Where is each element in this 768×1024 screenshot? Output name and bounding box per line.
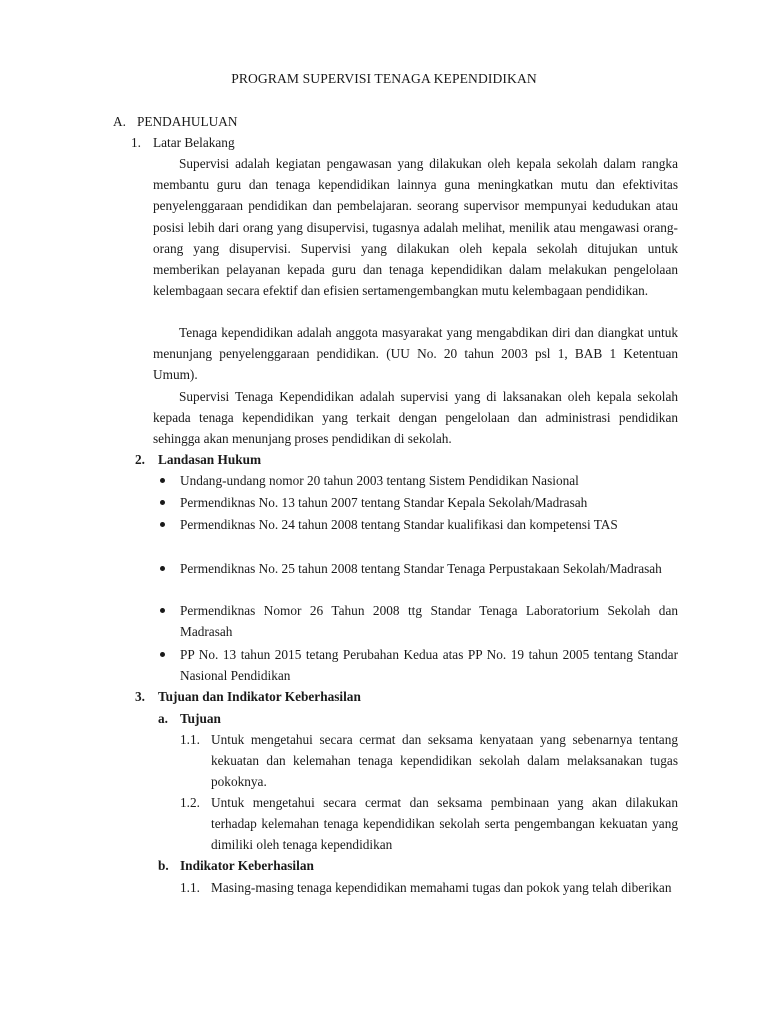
bullet-dot <box>160 566 165 571</box>
bullet-dot <box>160 522 165 527</box>
sub3-marker: 3. <box>135 689 145 704</box>
part-b-marker: b. <box>158 858 169 873</box>
section-a-marker: A. <box>113 114 126 129</box>
item-number: 1.2. <box>180 795 200 810</box>
item-number: 1.1. <box>180 732 200 747</box>
paragraph-latar-belakang-3: Supervisi Tenaga Kependidikan adalah supervisi yang di laksanakan oleh kepala sekolah kepada tenaga kependidikan yang terkait dengan pengelolaan dan administrasi pendidikan sehingga akan menunjang proses pendidikan di sekolah. <box>153 389 678 447</box>
bullet-dot <box>160 652 165 657</box>
document-title: PROGRAM SUPERVISI TENAGA KEPENDIDIKAN <box>231 71 537 86</box>
bullet-dot <box>160 500 165 505</box>
legal-basis-item: Permendiknas No. 25 tahun 2008 tentang Standar Tenaga Perpustakaan Sekolah/Madrasah <box>180 561 662 576</box>
legal-basis-item: Permendiknas Nomor 26 Tahun 2008 ttg Standar Tenaga Laboratorium Sekolah dan Madrasah <box>180 603 678 640</box>
legal-basis-item: PP No. 13 tahun 2015 tetang Perubahan Kedua atas PP No. 19 tahun 2005 tentang Standar Nasional Pendidikan <box>180 647 678 684</box>
legal-basis-item: Permendiknas No. 13 tahun 2007 tentang Standar Kepala Sekolah/Madrasah <box>180 495 588 510</box>
paragraph-latar-belakang-1: Supervisi adalah kegiatan pengawasan yang dilakukan oleh kepala sekolah dalam rangka membantu guru dan tenaga kependidikan lainnya guna meningkatkan mutu dan efektivitas penyelenggaraan pendidikan dan pembelajaran. seorang supervisor mempunyai kedudukan atau posisi lebih dari orang yang disupervisi, tugasnya adalah melihat, menilik atau mengawasi orang-orang yang disupervisi. Supervisi yang dilakukan oleh kepala sekolah ditujukan untuk memberikan pelayanan kepada guru dan tenaga kependidikan dalam melakukan pengelolaan kelembagaan secara efektif dan efisien sertamengembangkan mutu kelembagaan pendidikan. <box>153 156 678 299</box>
paragraph-latar-belakang-2: Tenaga kependidikan adalah anggota masyarakat yang mengabdikan diri dan diangkat untuk menunjang penyelenggaraan pendidikan. (UU No. 20 tahun 2003 psl 1, BAB 1 Ketentuan Umum). <box>153 325 678 383</box>
part-b-heading: Indikator Keberhasilan <box>180 858 314 873</box>
item-number: 1.1. <box>180 880 200 895</box>
part-a-marker: a. <box>158 711 168 726</box>
sub1-marker: 1. <box>131 135 141 150</box>
sub2-marker: 2. <box>135 452 145 467</box>
sub2-heading: Landasan Hukum <box>158 452 262 467</box>
part-a-heading: Tujuan <box>180 711 221 726</box>
objective-item: Untuk mengetahui secara cermat dan seksama pembinaan yang akan dilakukan terhadap kelemahan tenaga kependidikan sekolah serta pengembangan kekuatan yang dimiliki oleh tenaga kependidikan <box>211 795 678 853</box>
legal-basis-item: Permendiknas No. 24 tahun 2008 tentang Standar kualifikasi dan kompetensi TAS <box>180 517 618 532</box>
sub1-heading: Latar Belakang <box>153 135 235 150</box>
success-indicator-item: Masing-masing tenaga kependidikan memahami tugas dan pokok yang telah diberikan <box>211 880 672 895</box>
legal-basis-item: Undang-undang nomor 20 tahun 2003 tentang Sistem Pendidikan Nasional <box>180 473 579 488</box>
section-a-heading: PENDAHULUAN <box>137 114 238 129</box>
bullet-dot <box>160 608 165 613</box>
objective-item: Untuk mengetahui secara cermat dan seksama kenyataan yang sebenarnya tentang kekuatan dan kelemahan tenaga kependidikan sekolah dalam melaksanakan tugas pokoknya. <box>211 732 678 790</box>
sub3-heading: Tujuan dan Indikator Keberhasilan <box>158 689 361 704</box>
bullet-dot <box>160 478 165 483</box>
